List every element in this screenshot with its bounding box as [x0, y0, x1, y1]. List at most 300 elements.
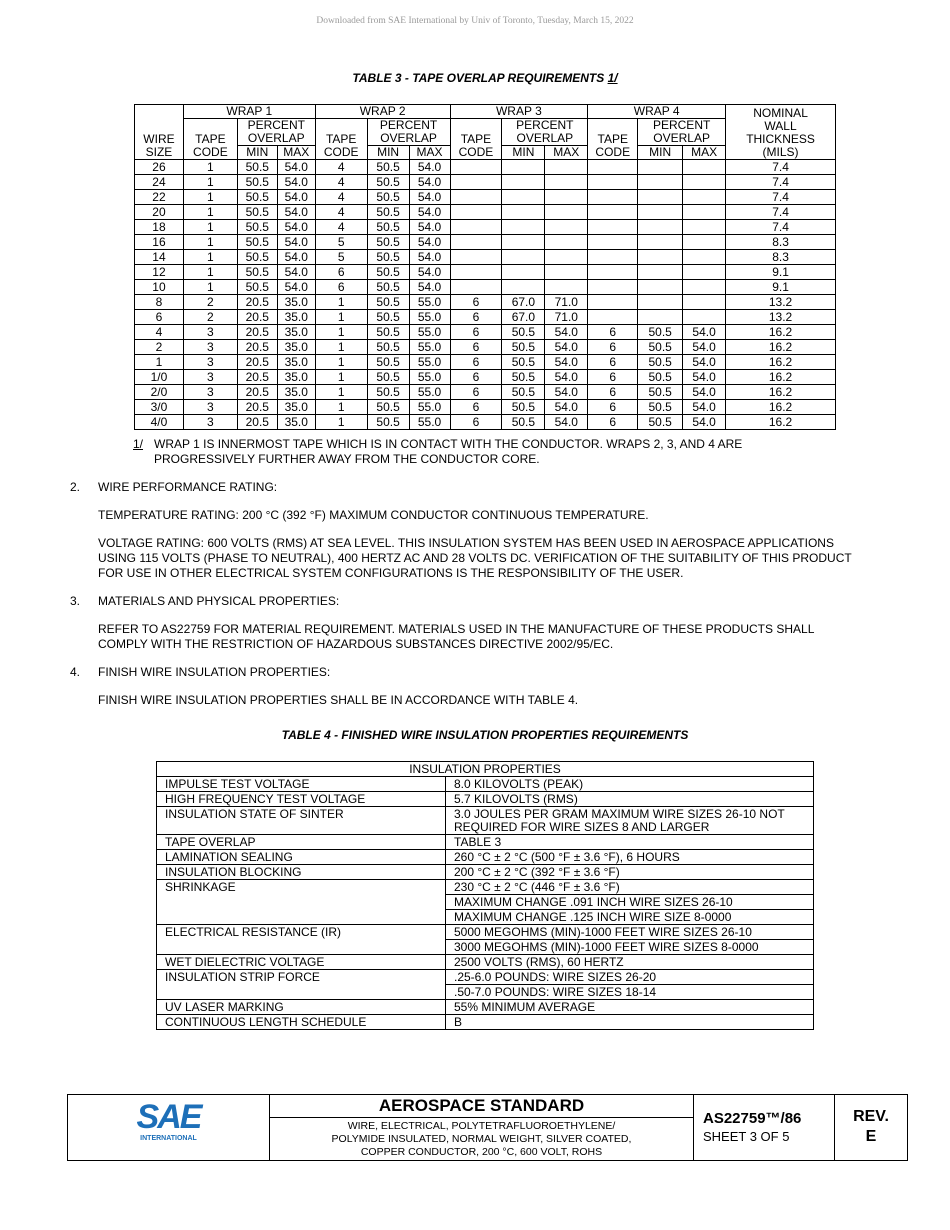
table-cell: 6 [588, 385, 638, 400]
table-cell: 35.0 [277, 340, 315, 355]
table-cell: 35.0 [277, 415, 315, 430]
shrinkage-value: 230 °C ± 2 °C (446 °F ± 3.6 °F) [446, 880, 814, 895]
hdr-percent-overlap: PERCENT OVERLAP [638, 119, 726, 146]
table-cell: 35.0 [277, 355, 315, 370]
wire-size-cell: 1/0 [135, 370, 184, 385]
overlap-value: TABLE 3 [446, 835, 814, 850]
table-cell [638, 265, 683, 280]
table-cell: 3 [183, 340, 237, 355]
table-cell: 54.0 [409, 160, 450, 175]
table-cell: 50.5 [237, 280, 277, 295]
table-cell [545, 250, 588, 265]
table-cell: 50.5 [367, 250, 409, 265]
table-cell: 50.5 [367, 265, 409, 280]
table-cell: 7.4 [726, 175, 836, 190]
table-row [135, 340, 836, 355]
table-cell: 16.2 [726, 400, 836, 415]
table-cell: 1 [183, 250, 237, 265]
table-cell: 50.5 [237, 235, 277, 250]
table-cell: 16.2 [726, 325, 836, 340]
sheet-number: SHEET 3 OF 5 [703, 1129, 790, 1144]
table-cell [638, 175, 683, 190]
table-row [135, 250, 836, 265]
hdr-tape-code: TAPE CODE [315, 119, 367, 160]
sinter-value: 3.0 JOULES PER GRAM MAXIMUM WIRE SIZES 26-10 NOT REQUIRED FOR WIRE SIZES 8 AND LARGER [446, 807, 814, 835]
table-cell: 50.5 [367, 355, 409, 370]
hdr-min: MIN [638, 146, 683, 160]
table-cell: 54.0 [277, 280, 315, 295]
table-row [135, 175, 836, 190]
hdr-max: MAX [277, 146, 315, 160]
download-notice: Downloaded from SAE International by Univ of Toronto, Tuesday, March 15, 2022 [316, 16, 634, 26]
table-cell: 54.0 [409, 190, 450, 205]
wire-size-cell: 10 [135, 280, 184, 295]
table-cell: 3 [183, 400, 237, 415]
table-row [135, 370, 836, 385]
table-cell: 5 [315, 235, 367, 250]
table-row [135, 415, 836, 430]
table-cell [545, 265, 588, 280]
table-cell: 6 [450, 415, 502, 430]
table-cell: 55.0 [409, 325, 450, 340]
table-cell: 50.5 [502, 370, 545, 385]
table-cell: 6 [588, 355, 638, 370]
table-cell: 50.5 [502, 355, 545, 370]
table-cell: 16.2 [726, 415, 836, 430]
table-cell: 71.0 [545, 295, 588, 310]
table-cell [638, 295, 683, 310]
table-cell [588, 280, 638, 295]
wire-size-cell: 6 [135, 310, 184, 325]
hdr-max: MAX [409, 146, 450, 160]
table-cell: 50.5 [367, 310, 409, 325]
table-cell [683, 160, 726, 175]
hdr-percent-overlap: PERCENT OVERLAP [367, 119, 450, 146]
table3-footnote-text: WRAP 1 IS INNERMOST TAPE WHICH IS IN CONTACT WITH THE CONDUCTOR. WRAPS 2, 3, AND 4 ARE PROGRESSIVELY FURTHER AWAY FROM THE CONDUCTOR CORE. [154, 437, 743, 466]
table-cell [502, 265, 545, 280]
table-cell: 6 [588, 415, 638, 430]
table4-header: INSULATION PROPERTIES [157, 762, 814, 777]
table-cell: 50.5 [367, 205, 409, 220]
table-row [135, 235, 836, 250]
table-cell [545, 280, 588, 295]
wire-size-cell: 8 [135, 295, 184, 310]
shrinkage-value: MAXIMUM CHANGE .091 INCH WIRE SIZES 26-10 [446, 895, 814, 910]
table-cell: 54.0 [683, 370, 726, 385]
table-cell: 50.5 [367, 370, 409, 385]
table-cell [683, 265, 726, 280]
table-cell: 50.5 [237, 205, 277, 220]
table-cell: 16.2 [726, 370, 836, 385]
table-cell: 20.5 [237, 355, 277, 370]
table-cell: 54.0 [683, 325, 726, 340]
table-cell [683, 205, 726, 220]
table-cell: 16.2 [726, 355, 836, 370]
table-cell: 54.0 [545, 325, 588, 340]
wire-size-cell: 12 [135, 265, 184, 280]
table-cell [502, 280, 545, 295]
table-cell: 1 [183, 175, 237, 190]
table-cell [638, 220, 683, 235]
table-cell: 6 [588, 340, 638, 355]
table-row [157, 807, 814, 835]
document-number: AS22759™/86 [703, 1110, 802, 1127]
table-cell [502, 250, 545, 265]
table-cell [588, 175, 638, 190]
table-cell: 54.0 [277, 175, 315, 190]
table-row [157, 777, 814, 792]
table-cell: 20.5 [237, 295, 277, 310]
table-cell: 50.5 [367, 340, 409, 355]
ir-value: 5000 MEGOHMS (MIN)-1000 FEET WIRE SIZES 26-10 [446, 925, 814, 940]
table3-title-footnote-ref: 1/ [607, 71, 618, 85]
table-cell: 20.5 [237, 370, 277, 385]
table-cell [502, 160, 545, 175]
impulse-label: IMPULSE TEST VOLTAGE [157, 777, 446, 792]
table-cell: 35.0 [277, 370, 315, 385]
table-row [135, 160, 836, 175]
table-cell: 35.0 [277, 295, 315, 310]
table-cell [502, 235, 545, 250]
table-cell [638, 250, 683, 265]
table-row [135, 190, 836, 205]
table-cell: 1 [183, 265, 237, 280]
table-row [157, 1015, 814, 1030]
hdr-tape-code: TAPE CODE [588, 119, 638, 160]
table-cell [588, 190, 638, 205]
table-cell: 55.0 [409, 355, 450, 370]
section-3-number: 3. [70, 594, 81, 608]
table-cell: 6 [450, 325, 502, 340]
cls-value: B [446, 1015, 814, 1030]
table-cell [588, 310, 638, 325]
section-2-title: WIRE PERFORMANCE RATING: [98, 480, 278, 494]
table-cell [638, 310, 683, 325]
table-cell: 54.0 [277, 265, 315, 280]
table-row [157, 925, 814, 940]
table-cell [588, 220, 638, 235]
table-cell: 8.3 [726, 235, 836, 250]
table-cell [450, 265, 502, 280]
table-cell: 7.4 [726, 205, 836, 220]
table-cell: 20.5 [237, 415, 277, 430]
table-cell: 1 [315, 325, 367, 340]
table-cell: 54.0 [545, 355, 588, 370]
hdr-percent-overlap: PERCENT OVERLAP [502, 119, 588, 146]
lamination-label: LAMINATION SEALING [157, 850, 446, 865]
wire-size-cell: 18 [135, 220, 184, 235]
table3-body [135, 160, 836, 430]
uv-value: 55% MINIMUM AVERAGE [446, 1000, 814, 1015]
table-cell: 1 [315, 310, 367, 325]
table-cell: 20.5 [237, 310, 277, 325]
table-cell: 50.5 [638, 400, 683, 415]
table-cell: 50.5 [367, 220, 409, 235]
table-cell: 6 [588, 370, 638, 385]
table-cell: 8.3 [726, 250, 836, 265]
hdr-percent-overlap: PERCENT OVERLAP [237, 119, 315, 146]
wet-label: WET DIELECTRIC VOLTAGE [157, 955, 446, 970]
table-cell: 1 [183, 160, 237, 175]
impulse-value: 8.0 KILOVOLTS (PEAK) [446, 777, 814, 792]
hdr-wrap-2: WRAP 2 [315, 105, 450, 119]
wire-size-cell: 22 [135, 190, 184, 205]
overlap-label: TAPE OVERLAP [157, 835, 446, 850]
lamination-value: 260 °C ± 2 °C (500 °F ± 3.6 °F), 6 HOURS [446, 850, 814, 865]
table-cell: 4 [315, 220, 367, 235]
table-cell [638, 190, 683, 205]
document-number-cell [694, 1095, 835, 1160]
materials-text: REFER TO AS22759 FOR MATERIAL REQUIREMENT. MATERIALS USED IN THE MANUFACTURE OF THESE PRODUCTS SHALL COMPLY WITH THE RESTRICTION OF HAZARDOUS SUBSTANCES DIRECTIVE 2002/95/EC. [98, 622, 815, 651]
table-cell: 55.0 [409, 400, 450, 415]
wire-size-cell: 20 [135, 205, 184, 220]
hdr-tape-code: TAPE CODE [450, 119, 502, 160]
table-cell [638, 205, 683, 220]
table-cell [588, 265, 638, 280]
table-cell [502, 175, 545, 190]
table-cell: 6 [315, 280, 367, 295]
table-cell [502, 190, 545, 205]
table-cell: 54.0 [409, 250, 450, 265]
table-row [135, 325, 836, 340]
table-cell [545, 190, 588, 205]
table-row [157, 835, 814, 850]
table-cell: 1 [183, 220, 237, 235]
table-cell: 6 [588, 400, 638, 415]
wire-size-cell: 2/0 [135, 385, 184, 400]
table-cell [683, 310, 726, 325]
table-cell [545, 205, 588, 220]
aerospace-standard-heading: AEROSPACE STANDARD [270, 1095, 693, 1118]
rev-value: E [865, 1128, 877, 1145]
table-cell: 54.0 [277, 220, 315, 235]
table-cell: 54.0 [683, 340, 726, 355]
table-cell: 20.5 [237, 340, 277, 355]
table-cell: 50.5 [638, 340, 683, 355]
table-cell: 50.5 [502, 325, 545, 340]
table-cell [588, 160, 638, 175]
table-cell: 6 [450, 355, 502, 370]
table-cell: 50.5 [237, 220, 277, 235]
table-cell: 54.0 [277, 160, 315, 175]
hdr-min: MIN [367, 146, 409, 160]
table-cell: 1 [183, 280, 237, 295]
wire-size-cell: 24 [135, 175, 184, 190]
sae-logo-mark: SAE [136, 1098, 201, 1136]
strip-value: .50-7.0 POUNDS: WIRE SIZES 18-14 [446, 985, 814, 1000]
table-cell: 1 [315, 385, 367, 400]
table-cell: 1 [315, 355, 367, 370]
table-cell [450, 205, 502, 220]
table-cell [450, 280, 502, 295]
table-cell: 1 [315, 340, 367, 355]
table-cell: 54.0 [409, 235, 450, 250]
tape-overlap-table [134, 104, 836, 430]
uv-label: UV LASER MARKING [157, 1000, 446, 1015]
table-cell: 9.1 [726, 280, 836, 295]
table-cell: 16.2 [726, 340, 836, 355]
strip-label: INSULATION STRIP FORCE [157, 970, 446, 1000]
table-cell: 50.5 [367, 175, 409, 190]
table-cell: 54.0 [277, 235, 315, 250]
table3-footnote-marker: 1/ [133, 437, 144, 451]
blocking-label: INSULATION BLOCKING [157, 865, 446, 880]
table-cell: 54.0 [683, 385, 726, 400]
table-cell: 54.0 [545, 340, 588, 355]
hdr-max: MAX [683, 146, 726, 160]
table-cell: 54.0 [683, 400, 726, 415]
table-cell [545, 220, 588, 235]
table-cell: 7.4 [726, 190, 836, 205]
table-cell: 4 [315, 160, 367, 175]
table-cell: 71.0 [545, 310, 588, 325]
logo-cell [68, 1095, 270, 1160]
table-row [157, 970, 814, 985]
table-cell: 4 [315, 205, 367, 220]
table-cell: 6 [450, 310, 502, 325]
table-cell: 50.5 [502, 400, 545, 415]
table-cell: 3 [183, 355, 237, 370]
table-cell [683, 235, 726, 250]
table-cell [683, 220, 726, 235]
table-cell: 6 [588, 325, 638, 340]
table-cell: 6 [450, 400, 502, 415]
table-row [135, 280, 836, 295]
table-cell: 50.5 [237, 175, 277, 190]
table-cell: 5 [315, 250, 367, 265]
voltage-rating: VOLTAGE RATING: 600 VOLTS (RMS) AT SEA LEVEL. THIS INSULATION SYSTEM HAS BEEN USED IN AEROSPACE APPLICATIONS USING 115 VOLTS (PHASE TO NEUTRAL), 400 HERTZ AC AND 28 VOLTS DC. VERIFICATION OF THE SUITABILITY OF THIS PRODUCT FOR USE IN OTHER ELECTRICAL SYSTEM CONFIGURATIONS IS THE RESPONSIBILITY OF THE USER. [98, 536, 852, 580]
section-2-number: 2. [70, 480, 81, 494]
table-cell [683, 250, 726, 265]
table-cell [638, 280, 683, 295]
table-cell: 67.0 [502, 310, 545, 325]
table-cell: 67.0 [502, 295, 545, 310]
section-3-title: MATERIALS AND PHYSICAL PROPERTIES: [98, 594, 340, 608]
table-cell: 2 [183, 295, 237, 310]
document-description: WIRE, ELECTRICAL, POLYTETRAFLUOROETHYLENE/ POLYMIDE INSULATED, NORMAL WEIGHT, SILVER COATED, COPPER CONDUCTOR, 200 °C, 600 VOLT, ROHS [331, 1120, 632, 1158]
table-cell [545, 175, 588, 190]
table-cell: 54.0 [277, 205, 315, 220]
table-row [135, 355, 836, 370]
table-cell [450, 250, 502, 265]
table-cell: 3 [183, 325, 237, 340]
section-4-number: 4. [70, 665, 81, 679]
table-cell: 54.0 [545, 415, 588, 430]
ir-label: ELECTRICAL RESISTANCE (IR) [157, 925, 446, 955]
wire-size-cell: 26 [135, 160, 184, 175]
table-cell [683, 175, 726, 190]
wire-size-cell: 3/0 [135, 400, 184, 415]
hdr-wrap-3: WRAP 3 [450, 105, 588, 119]
hdr-wrap-4: WRAP 4 [588, 105, 726, 119]
finish-wire-text: FINISH WIRE INSULATION PROPERTIES SHALL BE IN ACCORDANCE WITH TABLE 4. [98, 693, 579, 707]
table-cell: 4 [315, 175, 367, 190]
table-cell: 20.5 [237, 400, 277, 415]
insulation-properties-table [156, 761, 814, 1030]
table-cell: 6 [450, 370, 502, 385]
table-cell: 1 [315, 370, 367, 385]
table-cell: 50.5 [367, 400, 409, 415]
table-cell: 50.5 [367, 415, 409, 430]
table-cell: 3 [183, 415, 237, 430]
wet-value: 2500 VOLTS (RMS), 60 HERTZ [446, 955, 814, 970]
table3-title-text: TABLE 3 - TAPE OVERLAP REQUIREMENTS [352, 71, 608, 85]
table-cell: 54.0 [277, 190, 315, 205]
description-cell [270, 1095, 694, 1160]
table-cell: 50.5 [367, 160, 409, 175]
table-cell: 6 [450, 340, 502, 355]
table-cell: 55.0 [409, 310, 450, 325]
blocking-value: 200 °C ± 2 °C (392 °F ± 3.6 °F) [446, 865, 814, 880]
table-cell: 50.5 [237, 265, 277, 280]
table4-title: TABLE 4 - FINISHED WIRE INSULATION PROPERTIES REQUIREMENTS [281, 728, 689, 742]
table-cell: 55.0 [409, 370, 450, 385]
table-cell [545, 235, 588, 250]
sae-logo [68, 1100, 269, 1143]
title-block [67, 1094, 908, 1161]
table-cell: 35.0 [277, 325, 315, 340]
table-cell: 1 [315, 400, 367, 415]
ir-value: 3000 MEGOHMS (MIN)-1000 FEET WIRE SIZES 8-0000 [446, 940, 814, 955]
table-cell: 55.0 [409, 295, 450, 310]
table-cell: 6 [315, 265, 367, 280]
wire-size-cell: 2 [135, 340, 184, 355]
table-cell [588, 295, 638, 310]
table-cell: 50.5 [367, 385, 409, 400]
table-cell: 50.5 [638, 370, 683, 385]
hf-value: 5.7 KILOVOLTS (RMS) [446, 792, 814, 807]
table-cell: 20.5 [237, 385, 277, 400]
shrinkage-label: SHRINKAGE [157, 880, 446, 925]
table-row [157, 865, 814, 880]
table-cell: 55.0 [409, 340, 450, 355]
strip-value: .25-6.0 POUNDS: WIRE SIZES 26-20 [446, 970, 814, 985]
table-cell: 6 [450, 295, 502, 310]
table-cell: 50.5 [638, 385, 683, 400]
table-row [157, 1000, 814, 1015]
table-cell [502, 205, 545, 220]
table-cell [588, 205, 638, 220]
table-cell: 7.4 [726, 220, 836, 235]
table-row [135, 265, 836, 280]
hdr-min: MIN [502, 146, 545, 160]
table-cell: 35.0 [277, 400, 315, 415]
table-cell: 1 [315, 415, 367, 430]
table-cell [450, 175, 502, 190]
table-row [135, 310, 836, 325]
table-cell: 4 [315, 190, 367, 205]
table-cell [450, 235, 502, 250]
table-cell: 55.0 [409, 385, 450, 400]
section-4-title: FINISH WIRE INSULATION PROPERTIES: [98, 665, 331, 679]
table-cell [683, 190, 726, 205]
table-cell [588, 250, 638, 265]
hdr-tape-code: TAPE CODE [183, 119, 237, 160]
table-cell: 20.5 [237, 325, 277, 340]
table-cell: 54.0 [683, 355, 726, 370]
table-cell: 9.1 [726, 265, 836, 280]
table-cell: 7.4 [726, 160, 836, 175]
cls-label: CONTINUOUS LENGTH SCHEDULE [157, 1015, 446, 1030]
table-row [157, 880, 814, 895]
hdr-min: MIN [237, 146, 277, 160]
rev-label: REV. [853, 1108, 889, 1125]
table-cell: 50.5 [638, 325, 683, 340]
table-cell: 50.5 [367, 325, 409, 340]
table-cell [683, 280, 726, 295]
table-cell: 3 [183, 370, 237, 385]
hdr-max: MAX [545, 146, 588, 160]
